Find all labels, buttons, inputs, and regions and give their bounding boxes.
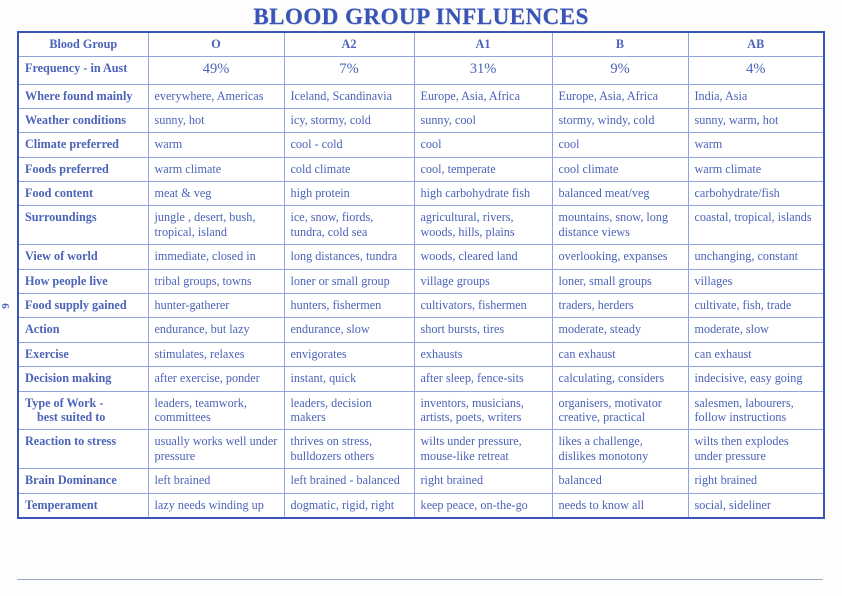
- table-cell: unchanging, constant: [688, 245, 824, 269]
- table-cell: warm: [148, 133, 284, 157]
- header-cell-group: B: [552, 32, 688, 57]
- header-cell-group: A1: [414, 32, 552, 57]
- table-cell: moderate, slow: [688, 318, 824, 342]
- table-cell: sunny, hot: [148, 108, 284, 132]
- table-cell: after exercise, ponder: [148, 367, 284, 391]
- table-cell: lazy needs winding up: [148, 493, 284, 518]
- table-cell: loner, small groups: [552, 269, 688, 293]
- table-cell: right brained: [688, 469, 824, 493]
- table-cell: villages: [688, 269, 824, 293]
- table-cell: short bursts, tires: [414, 318, 552, 342]
- table-cell: agricultural, rivers, woods, hills, plains: [414, 206, 552, 245]
- row-label: Decision making: [18, 367, 148, 391]
- row-label: How people live: [18, 269, 148, 293]
- table-cell: high carbohydrate fish: [414, 182, 552, 206]
- table-cell: thrives on stress, bulldozers others: [284, 430, 414, 469]
- table-cell: social, sideliner: [688, 493, 824, 518]
- table-cell: Europe, Asia, Africa: [414, 84, 552, 108]
- table-row: [18, 57, 824, 84]
- table-cell: sunny, warm, hot: [688, 108, 824, 132]
- table-cell: can exhaust: [688, 342, 824, 366]
- table-cell: balanced meat/veg: [552, 182, 688, 206]
- header-cell-group: A2: [284, 32, 414, 57]
- table-row: [18, 493, 824, 518]
- table-cell: wilts under pressure, mouse-like retreat: [414, 430, 552, 469]
- header-cell-group: AB: [688, 32, 824, 57]
- table-cell: 31%: [414, 57, 552, 84]
- row-label-sub: best suited to: [37, 409, 106, 424]
- table-cell: mountains, snow, long distance views: [552, 206, 688, 245]
- table-cell: keep peace, on-the-go: [414, 493, 552, 518]
- table-cell: immediate, closed in: [148, 245, 284, 269]
- table-cell: right brained: [414, 469, 552, 493]
- row-label: Food content: [18, 182, 148, 206]
- table-cell: jungle , desert, bush, tropical, island: [148, 206, 284, 245]
- page-title: BLOOD GROUP INFLUENCES: [253, 4, 589, 29]
- table-cell: carbohydrate/fish: [688, 182, 824, 206]
- table-row: [18, 367, 824, 391]
- row-label: [18, 391, 148, 430]
- table-row: [18, 294, 824, 318]
- table-cell: wilts then explodes under pressure: [688, 430, 824, 469]
- table-cell: left brained: [148, 469, 284, 493]
- row-label: Temperament: [18, 493, 148, 518]
- table-cell: likes a challenge, dislikes monotony: [552, 430, 688, 469]
- table-cell: endurance, but lazy: [148, 318, 284, 342]
- row-label-main: Type of Work -: [25, 395, 104, 410]
- table-row: [18, 318, 824, 342]
- table-cell: hunter-gatherer: [148, 294, 284, 318]
- row-label: Frequency - in Aust: [18, 57, 148, 84]
- table-row: [18, 430, 824, 469]
- table-cell: coastal, tropical, islands: [688, 206, 824, 245]
- table-cell: indecisive, easy going: [688, 367, 824, 391]
- table-cell: cool climate: [552, 157, 688, 181]
- table-cell: calculating, considers: [552, 367, 688, 391]
- table-cell: village groups: [414, 269, 552, 293]
- table-row: [18, 182, 824, 206]
- table-cell: left brained - balanced: [284, 469, 414, 493]
- row-label: Foods preferred: [18, 157, 148, 181]
- table-cell: salesmen, labourers, follow instructions: [688, 391, 824, 430]
- table-cell: icy, stormy, cold: [284, 108, 414, 132]
- table-cell: Europe, Asia, Africa: [552, 84, 688, 108]
- row-label: Exercise: [18, 342, 148, 366]
- table-cell: ice, snow, fiords, tundra, cold sea: [284, 206, 414, 245]
- table-row: [18, 157, 824, 181]
- table-cell: warm: [688, 133, 824, 157]
- table-row: [18, 245, 824, 269]
- table-row: [18, 269, 824, 293]
- row-label: Where found mainly: [18, 84, 148, 108]
- table-row: [18, 342, 824, 366]
- table-cell: loner or small group: [284, 269, 414, 293]
- blood-group-table-container: [17, 31, 823, 519]
- row-label: Weather conditions: [18, 108, 148, 132]
- table-cell: can exhaust: [552, 342, 688, 366]
- row-label: View of world: [18, 245, 148, 269]
- table-cell: envigorates: [284, 342, 414, 366]
- table-cell: woods, cleared land: [414, 245, 552, 269]
- table-row: [18, 206, 824, 245]
- table-cell: moderate, steady: [552, 318, 688, 342]
- table-cell: India, Asia: [688, 84, 824, 108]
- table-cell: overlooking, expanses: [552, 245, 688, 269]
- table-cell: cold climate: [284, 157, 414, 181]
- table-cell: cool: [552, 133, 688, 157]
- table-cell: traders, herders: [552, 294, 688, 318]
- blood-group-table: [17, 31, 825, 519]
- table-cell: hunters, fishermen: [284, 294, 414, 318]
- table-cell: sunny, cool: [414, 108, 552, 132]
- table-cell: stimulates, relaxes: [148, 342, 284, 366]
- table-cell: leaders, teamwork, committees: [148, 391, 284, 430]
- page-number: 9: [0, 303, 12, 309]
- table-cell: warm climate: [688, 157, 824, 181]
- table-cell: instant, quick: [284, 367, 414, 391]
- table-cell: leaders, decision makers: [284, 391, 414, 430]
- table-cell: everywhere, Americas: [148, 84, 284, 108]
- table-cell: long distances, tundra: [284, 245, 414, 269]
- table-cell: meat & veg: [148, 182, 284, 206]
- table-cell: warm climate: [148, 157, 284, 181]
- row-label: Reaction to stress: [18, 430, 148, 469]
- table-cell: after sleep, fence-sits: [414, 367, 552, 391]
- table-cell: cool, temperate: [414, 157, 552, 181]
- footer-divider: [17, 579, 823, 580]
- table-row: [18, 133, 824, 157]
- row-label: Food supply gained: [18, 294, 148, 318]
- table-cell: tribal groups, towns: [148, 269, 284, 293]
- table-cell: cool - cold: [284, 133, 414, 157]
- header-cell-group: O: [148, 32, 284, 57]
- table-cell: 9%: [552, 57, 688, 84]
- table-cell: 7%: [284, 57, 414, 84]
- table-row: [18, 84, 824, 108]
- table-row: [18, 108, 824, 132]
- table-row: [18, 469, 824, 493]
- table-cell: organisers, motivator creative, practical: [552, 391, 688, 430]
- table-cell: exhausts: [414, 342, 552, 366]
- table-cell: 4%: [688, 57, 824, 84]
- table-body: [18, 32, 824, 518]
- row-label: Brain Dominance: [18, 469, 148, 493]
- table-cell: stormy, windy, cold: [552, 108, 688, 132]
- table-cell: needs to know all: [552, 493, 688, 518]
- row-label: Climate preferred: [18, 133, 148, 157]
- table-row: [18, 391, 824, 430]
- table-cell: endurance, slow: [284, 318, 414, 342]
- table-cell: usually works well under pressure: [148, 430, 284, 469]
- table-cell: dogmatic, rigid, right: [284, 493, 414, 518]
- row-label: Action: [18, 318, 148, 342]
- table-cell: cultivators, fishermen: [414, 294, 552, 318]
- table-cell: 49%: [148, 57, 284, 84]
- table-cell: high protein: [284, 182, 414, 206]
- table-cell: Iceland, Scandinavia: [284, 84, 414, 108]
- table-header-row: [18, 32, 824, 57]
- table-cell: cultivate, fish, trade: [688, 294, 824, 318]
- header-cell-blood-group: Blood Group: [18, 32, 148, 57]
- table-cell: balanced: [552, 469, 688, 493]
- table-cell: inventors, musicians, artists, poets, writers: [414, 391, 552, 430]
- row-label: Surroundings: [18, 206, 148, 245]
- table-cell: cool: [414, 133, 552, 157]
